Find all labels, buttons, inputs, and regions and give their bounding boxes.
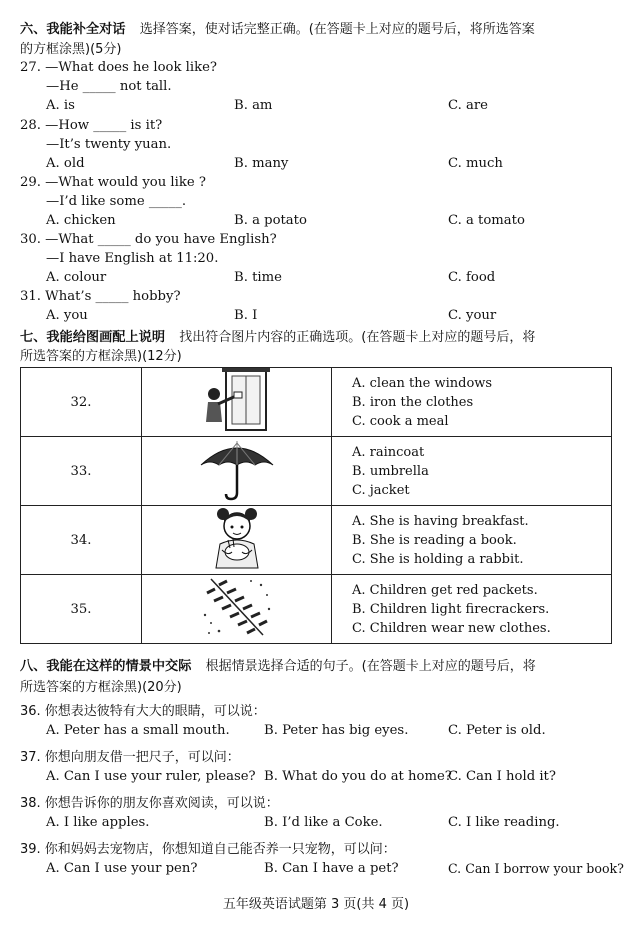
section7-instructions-cont: 所选答案的方框涂黑)(12分)	[20, 349, 182, 364]
q38-option-b[interactable]: B. I’d like a Coke.	[264, 815, 383, 830]
window-cleaning-picture	[202, 368, 272, 432]
table-row	[21, 575, 612, 644]
q28-option-b[interactable]: B. many	[234, 156, 289, 171]
q29-question: 29. —What would you like ?	[20, 175, 206, 190]
row33-option-c[interactable]: C. jacket	[352, 482, 410, 498]
q28-question: 28. —How _____ is it?	[20, 118, 163, 133]
q27-option-b[interactable]: B. am	[234, 98, 273, 113]
row-number: 32.	[21, 368, 142, 437]
q38-option-c[interactable]: C. I like reading.	[448, 815, 560, 830]
page-footer: 五年级英语试题第 3 页(共 4 页)	[222, 897, 410, 912]
section8-instructions: 根据情景选择合适的句子。(在答题卡上对应的题号后，将	[205, 659, 536, 674]
row-number: 34.	[21, 506, 142, 575]
q27-option-c[interactable]: C. are	[448, 98, 488, 113]
q31-option-c[interactable]: C. your	[448, 308, 497, 323]
q36-option-a[interactable]: A. Peter has a small mouth.	[46, 723, 230, 738]
section7-instructions: 找出符合图片内容的正确选项。(在答题卡上对应的题号后，将	[179, 330, 536, 345]
q29-answer-line: —I’d like some _____.	[46, 194, 187, 209]
q28-option-c[interactable]: C. much	[448, 156, 503, 171]
q36-question: 36. 你想表达彼特有大大的眼睛，可以说：	[20, 704, 266, 719]
q28-answer-line: —It’s twenty yuan.	[46, 137, 172, 152]
row35-option-a[interactable]: A. Children get red packets.	[352, 582, 538, 598]
row34-option-a[interactable]: A. She is having breakfast.	[352, 513, 529, 529]
q30-option-b[interactable]: B. time	[234, 270, 282, 285]
q28-option-a[interactable]: A. old	[46, 156, 85, 171]
q30-option-a[interactable]: A. colour	[46, 270, 107, 285]
q37-option-a[interactable]: A. Can I use your ruler, please?	[46, 769, 256, 784]
q37-option-b[interactable]: B. What do you do at home?	[264, 769, 452, 784]
row33-option-b[interactable]: B. umbrella	[352, 463, 429, 479]
picture-table	[20, 367, 612, 644]
section8-heading-line	[20, 655, 536, 674]
row32-option-b[interactable]: B. iron the clothes	[352, 394, 474, 410]
section7-heading-line	[20, 326, 535, 345]
q39-option-b[interactable]: B. Can I have a pet?	[264, 861, 399, 876]
q29-option-b[interactable]: B. a potato	[234, 213, 307, 228]
section7-title: 七、我能给图画配上说明	[20, 330, 166, 345]
q39-option-c[interactable]: C. Can I borrow your book?	[448, 861, 624, 876]
umbrella-picture	[197, 437, 277, 501]
section6-instructions-cont: 的方框涂黑)(5分)	[20, 42, 122, 57]
table-row	[21, 368, 612, 437]
q37-question: 37. 你想向朋友借一把尺子，可以问：	[20, 750, 240, 765]
q27-answer-line: —He _____ not tall.	[46, 79, 172, 94]
q27-question: 27. —What does he look like?	[20, 60, 217, 75]
q36-option-b[interactable]: B. Peter has big eyes.	[264, 723, 409, 738]
q31-option-b[interactable]: B. I	[234, 308, 258, 323]
q38-question: 38. 你想告诉你的朋友你喜欢阅读，可以说：	[20, 796, 279, 811]
row34-option-b[interactable]: B. She is reading a book.	[352, 532, 517, 548]
q29-option-a[interactable]: A. chicken	[46, 213, 116, 228]
section6-instructions: 选择答案，使对话完整正确。(在答题卡上对应的题号后，将所选答案	[139, 22, 535, 37]
section8-title: 八、我能在这样的情景中交际	[20, 659, 192, 674]
q39-option-a[interactable]: A. Can I use your pen?	[46, 861, 198, 876]
q36-option-c[interactable]: C. Peter is old.	[448, 723, 546, 738]
row34-option-c[interactable]: C. She is holding a rabbit.	[352, 551, 524, 567]
q29-option-c[interactable]: C. a tomato	[448, 213, 525, 228]
q37-option-c[interactable]: C. Can I hold it?	[448, 769, 556, 784]
girl-holding-rabbit-picture	[202, 506, 272, 570]
table-row	[21, 437, 612, 506]
q27-option-a[interactable]: A. is	[46, 98, 75, 113]
row32-option-a[interactable]: A. clean the windows	[352, 375, 493, 391]
q30-option-c[interactable]: C. food	[448, 270, 496, 285]
table-row	[21, 506, 612, 575]
row33-option-a[interactable]: A. raincoat	[352, 444, 425, 460]
q39-question: 39. 你和妈妈去宠物店，你想知道自己能否养一只宠物，可以问：	[20, 842, 396, 857]
row-number: 35.	[21, 575, 142, 644]
q31-option-a[interactable]: A. you	[46, 308, 88, 323]
section8-instructions-cont: 所选答案的方框涂黑)(20分)	[20, 680, 182, 695]
row32-option-c[interactable]: C. cook a meal	[352, 413, 449, 429]
q38-option-a[interactable]: A. I like apples.	[46, 815, 150, 830]
section6-heading-line	[20, 18, 535, 37]
q30-answer-line: —I have English at 11:20.	[46, 251, 219, 266]
q31-question: 31. What’s _____ hobby?	[20, 289, 181, 304]
q30-question: 30. —What _____ do you have English?	[20, 232, 277, 247]
row35-option-b[interactable]: B. Children light firecrackers.	[352, 601, 550, 617]
row35-option-c[interactable]: C. Children wear new clothes.	[352, 620, 551, 636]
section6-title: 六、我能补全对话	[20, 22, 126, 37]
row-number: 33.	[21, 437, 142, 506]
firecrackers-picture	[201, 575, 273, 639]
